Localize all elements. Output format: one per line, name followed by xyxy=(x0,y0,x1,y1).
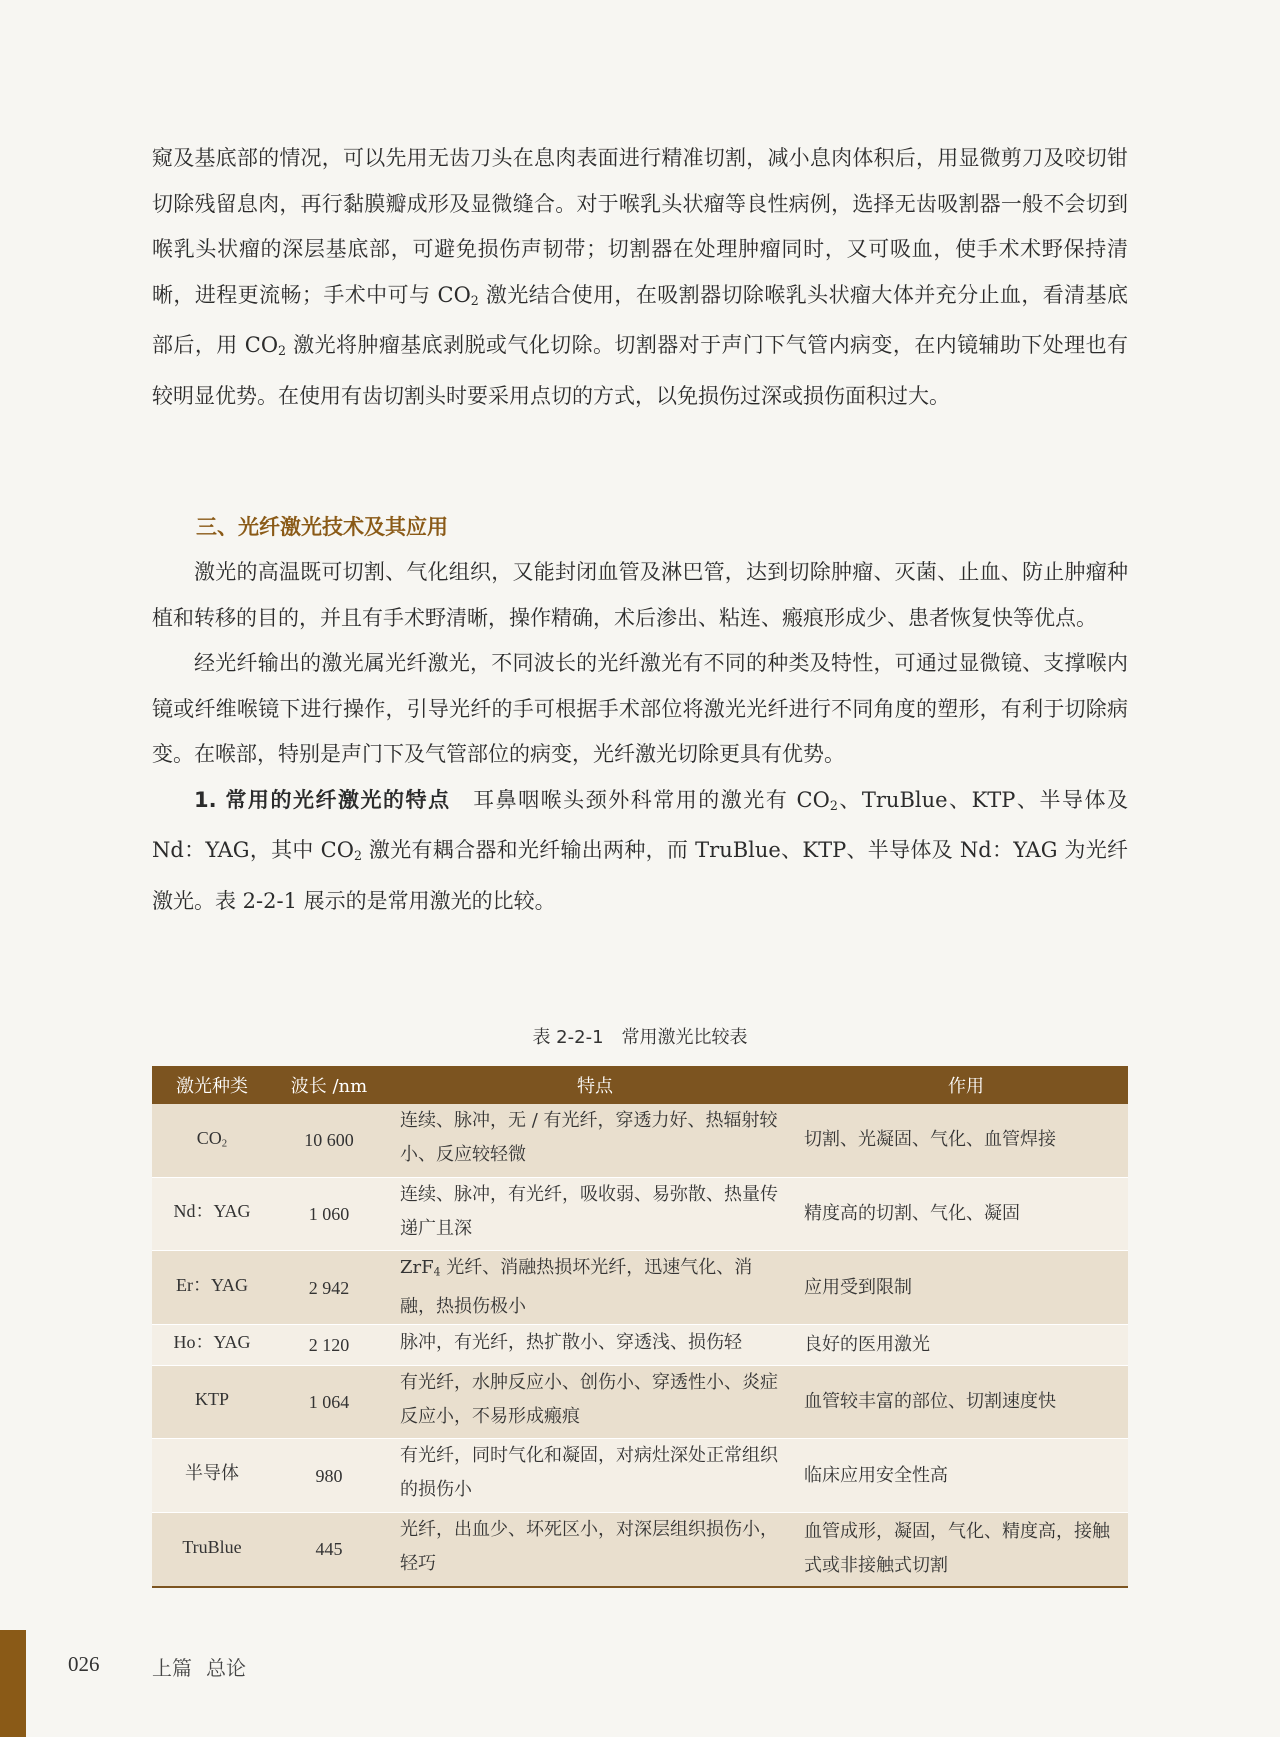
cell-use-text: 切割、光凝固、气化、血管焊接 xyxy=(804,1129,1056,1151)
cell-laser-type-text: 半导体 xyxy=(185,1462,239,1483)
cell-use xyxy=(790,1513,1128,1587)
cell-wavelength xyxy=(272,1325,386,1366)
table-row xyxy=(152,1251,1128,1325)
cell-wavelength-text: 1 064 xyxy=(308,1392,350,1413)
cell-use xyxy=(790,1325,1128,1366)
section-heading: 三、光纤激光技术及其应用 xyxy=(196,515,448,539)
cell-wavelength xyxy=(272,1365,386,1439)
cell-wavelength-text: 2 120 xyxy=(308,1334,350,1355)
subscript-2: 2 xyxy=(278,343,287,359)
cell-features xyxy=(386,1177,790,1251)
cell-laser-type-text: Er：YAG xyxy=(176,1274,248,1295)
cell-use xyxy=(790,1104,1128,1177)
cell-wavelength-text: 445 xyxy=(315,1539,343,1560)
cell-laser-type-text: Ho：YAG xyxy=(173,1332,251,1353)
cell-laser-type xyxy=(152,1325,272,1366)
header-type: 激光种类 xyxy=(176,1076,248,1097)
part-label: 上篇 xyxy=(152,1656,192,1680)
paragraph-fiber-laser: 经光纤输出的激光属光纤激光，不同波长的光纤激光有不同的种类及特性，可通过显微镜、支撑喉内镜或纤维喉镜下进行操作，引导光纤的手可根据手术部位将激光光纤进行不同角度的塑形，有利于切除病变。在喉部，特别是声门下及气管部位的病变，光纤激光切除更具有优势。 xyxy=(152,651,1128,766)
subscript-2: 2 xyxy=(470,292,479,308)
cell-features-text: 光纤，出血少、坏死区小，对深层组织损伤小，轻巧 xyxy=(400,1519,778,1575)
cell-wavelength xyxy=(272,1177,386,1251)
cell-laser-type xyxy=(152,1365,272,1439)
paragraph4-text-c: 激光有耦合器和光纤输出两种，而 TruBlue、KTP、半导体及 Nd：YAG 为光纤激光。表 2-2-1 展示的是常用激光的比较。 xyxy=(152,838,1129,913)
numbered-heading: 1. 常用的光纤激光的特点 xyxy=(194,787,451,812)
cell-wavelength-text: 1 060 xyxy=(308,1204,350,1225)
body-paragraphs xyxy=(152,550,1128,924)
table-row xyxy=(152,1104,1128,1177)
cell-laser-type xyxy=(152,1513,272,1587)
table-row xyxy=(152,1439,1128,1513)
cell-laser-type xyxy=(152,1177,272,1251)
cell-features-text: 有光纤，水肿反应小、创伤小、穿透性小、炎症反应小，不易形成瘢痕 xyxy=(400,1371,778,1427)
table-caption xyxy=(152,1024,1128,1052)
cell-use-text: 精度高的切割、气化、凝固 xyxy=(804,1203,1020,1225)
paragraph-continued xyxy=(152,136,1128,419)
cell-use xyxy=(790,1251,1128,1325)
cell-use xyxy=(790,1365,1128,1439)
cell-laser-type-text: KTP xyxy=(194,1389,229,1410)
cell-laser-type-subscript: 2 xyxy=(221,1137,228,1150)
table-title: 常用激光比较表 xyxy=(621,1027,748,1048)
table-row xyxy=(152,1177,1128,1251)
cell-wavelength xyxy=(272,1513,386,1587)
footer-color-bar xyxy=(0,1630,26,1737)
paragraph4-text-b: 、TruBlue、KTP、半导体及 Nd：YAG，其中 CO xyxy=(152,787,1128,863)
paragraph-laser-advantages: 激光的高温既可切割、气化组织，又能封闭血管及淋巴管，达到切除肿瘤、灭菌、止血、防止肿瘤种植和转移的目的，并且有手术野清晰，操作精确，术后渗出、粘连、瘢痕形成少、患者恢复快等优点。 xyxy=(152,560,1128,630)
paragraph-common-lasers xyxy=(152,778,1128,925)
cell-features-text: ZrF xyxy=(400,1257,434,1279)
subscript-2: 2 xyxy=(353,848,362,864)
paragraph1-text-c: 激光将肿瘤基底剥脱或气化切除。切割器对于声门下气管内病变，在内镜辅助下处理也有较明显优势。在使用有齿切割头时要采用点切的方式，以免损伤过深或损伤面积过大。 xyxy=(152,333,1128,408)
cell-features xyxy=(386,1513,790,1587)
subscript-2: 2 xyxy=(829,797,838,813)
cell-features-text: 连续、脉冲，无 / 有光纤，穿透力好、热辐射较小、反应较轻微 xyxy=(400,1110,778,1165)
cell-wavelength-text: 980 xyxy=(315,1465,343,1486)
cell-use-text: 应用受到限制 xyxy=(804,1276,912,1298)
cell-use-text: 血管成形，凝固，气化、精度高，接触式或非接触式切割 xyxy=(804,1521,1110,1577)
cell-features xyxy=(386,1365,790,1439)
cell-laser-type xyxy=(152,1104,272,1177)
paragraph1-text-a: 窥及基底部的情况，可以先用无齿刀头在息肉表面进行精准切割，减小息肉体积后，用显微剪刀及咬切钳切除残留息肉，再行黏膜瓣成形及显微缝合。对于喉乳头状瘤等良性病例，选择无齿吸割器一般不会切到喉乳头状瘤的深层基底部，可避免损伤声韧带；切割器在处理肿瘤同时，又可吸血，使手术术野保持清晰，进程更流畅；手术中可与 CO xyxy=(152,146,1128,307)
cell-laser-type-text: Nd：YAG xyxy=(173,1201,251,1222)
table-row xyxy=(152,1365,1128,1439)
header-use: 作用 xyxy=(948,1076,984,1097)
cell-features-text: 连续、脉冲，有光纤，吸收弱、易弥散、热量传递广且深 xyxy=(400,1183,778,1239)
chapter-label: 总论 xyxy=(206,1656,246,1680)
cell-use xyxy=(790,1439,1128,1513)
cell-wavelength-text: 10 600 xyxy=(304,1130,354,1151)
cell-wavelength xyxy=(272,1439,386,1513)
header-wavelength: 波长 /nm xyxy=(290,1076,368,1097)
table-row xyxy=(152,1325,1128,1366)
cell-use-text: 良好的医用激光 xyxy=(804,1333,930,1355)
cell-features xyxy=(386,1251,790,1325)
cell-features-text: 光纤、消融热损坏光纤，迅速气化、消融，热损伤极小 xyxy=(400,1257,753,1318)
cell-features-subscript: 4 xyxy=(433,1266,441,1280)
cell-wavelength xyxy=(272,1251,386,1325)
cell-laser-type-text: CO xyxy=(196,1127,222,1148)
cell-features-text: 脉冲，有光纤，热扩散小、穿透浅、损伤轻 xyxy=(400,1331,742,1353)
page-number: 026 xyxy=(68,1652,100,1676)
header-features: 特点 xyxy=(577,1076,613,1097)
paragraph4-text-a: 耳鼻咽喉头颈外科常用的激光有 CO xyxy=(450,787,830,812)
cell-use-text: 临床应用安全性高 xyxy=(804,1464,948,1486)
running-footer xyxy=(152,1652,246,1681)
cell-laser-type-text: TruBlue xyxy=(182,1536,242,1557)
cell-laser-type xyxy=(152,1439,272,1513)
cell-features xyxy=(386,1104,790,1177)
cell-features-text: 有光纤，同时气化和凝固，对病灶深处正常组织的损伤小 xyxy=(400,1445,778,1501)
table-number: 表 2-2-1 xyxy=(532,1027,604,1048)
cell-use-text: 血管较丰富的部位、切割速度快 xyxy=(804,1391,1056,1413)
table-row xyxy=(152,1513,1128,1587)
cell-use xyxy=(790,1177,1128,1251)
cell-laser-type xyxy=(152,1251,272,1325)
cell-features xyxy=(386,1439,790,1513)
table-header-row xyxy=(152,1066,1128,1104)
cell-features xyxy=(386,1325,790,1366)
cell-wavelength-text: 2 942 xyxy=(308,1277,350,1298)
laser-comparison-table xyxy=(152,1066,1128,1588)
paragraph1-text-b: 激光结合使用，在吸割器切除喉乳头状瘤大体并充分止血，看清基底部后，用 CO xyxy=(152,282,1128,358)
cell-wavelength xyxy=(272,1104,386,1177)
